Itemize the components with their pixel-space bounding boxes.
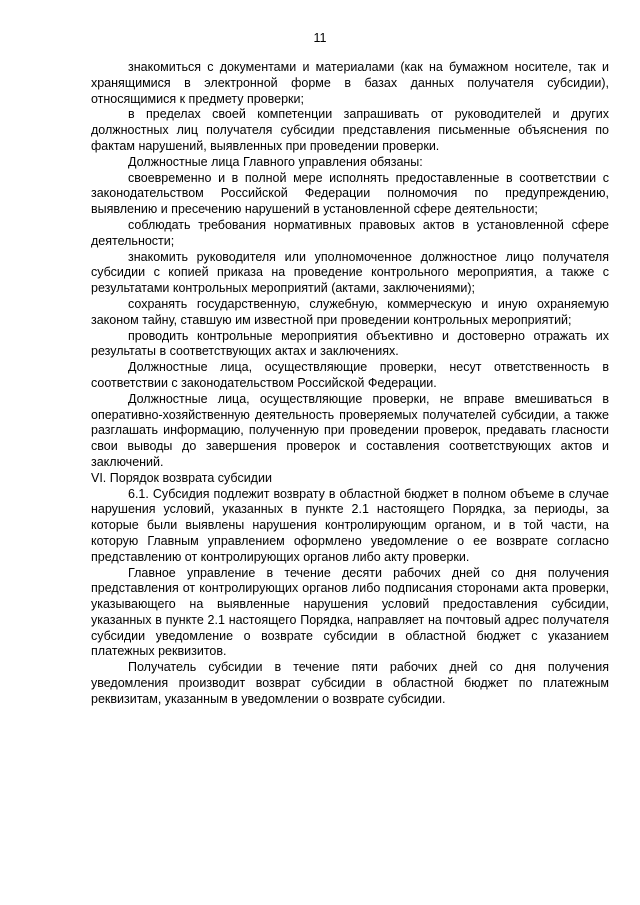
paragraph: своевременно и в полной мере исполнять предоставленные в соответствии с законодательством Российской Федерации полномочия по предупреждению, выявлению и пресечению нарушений в установленной сфере деятельности;	[91, 170, 609, 217]
paragraph: Главное управление в течение десяти рабочих дней со дня получения представления от контролирующих органов либо подписания сторонами акта проверки, указывающего на выявленные нарушения условий предоставления субсидии, указанных в пункте 2.1 настоящего Порядка, направляет на почтовый адрес получателя субсидии уведомление о возврате субсидии в областной бюджет с указанием платежных реквизитов.	[91, 565, 609, 659]
paragraph: проводить контрольные мероприятия объективно и достоверно отражать их результаты в соответствующих актах и заключениях.	[91, 328, 609, 359]
paragraph: Получатель субсидии в течение пяти рабочих дней со дня получения уведомления производит возврат субсидии в областной бюджет по платежным реквизитам, указанным в уведомлении о возврате субсидии.	[91, 660, 609, 706]
section-title: VI. Порядок возврата субсидии	[91, 470, 272, 485]
paragraph: соблюдать требования нормативных правовых актов в установленной сфере деятельности;	[91, 217, 609, 248]
paragraph: Должностные лица, осуществляющие проверки, не вправе вмешиваться в оперативно-хозяйственную деятельность проверяемых получателей субсидии, а также разглашать информацию, полученную при проведении проверок, предавать гласности свои выводы до завершения проверок и составления соответствующих актов и заключений.	[91, 391, 609, 469]
document-body	[91, 60, 609, 708]
paragraph: 6.1. Субсидия подлежит возврату в областной бюджет в полном объеме в случае нарушения условий, указанных в пункте 2.1 настоящего Порядка, за периоды, за которые были выявлены нарушения контролирующим органом, и в той части, на которую Главным управлением оформлено уведомление о ее возврате согласно представлению от контролирующих органов либо акту проверки.	[91, 486, 609, 564]
paragraph: Должностные лица Главного управления обязаны:	[128, 154, 423, 169]
paragraph: сохранять государственную, служебную, коммерческую и иную охраняемую законом тайну, ставшую им известной при проведении контрольных мероприятий;	[91, 296, 609, 327]
paragraph: знакомиться с документами и материалами (как на бумажном носителе, так и хранящимися в электронной форме в базах данных получателя субсидии), относящимися к предмету проверки;	[91, 60, 609, 106]
page-number: 11	[313, 31, 327, 45]
paragraph: Должностные лица, осуществляющие проверки, несут ответственность в соответствии с законодательством Российской Федерации.	[91, 360, 609, 390]
paragraph: знакомить руководителя или уполномоченное должностное лицо получателя субсидии с копией приказа на проведение контрольного мероприятия, а также с результатами контрольных мероприятий (актами, заключениями);	[91, 249, 609, 296]
paragraph: в пределах своей компетенции запрашивать от руководителей и других должностных лиц получателя субсидии представления письменные объяснения по фактам нарушений, выявленных при проведении проверки.	[91, 107, 609, 153]
